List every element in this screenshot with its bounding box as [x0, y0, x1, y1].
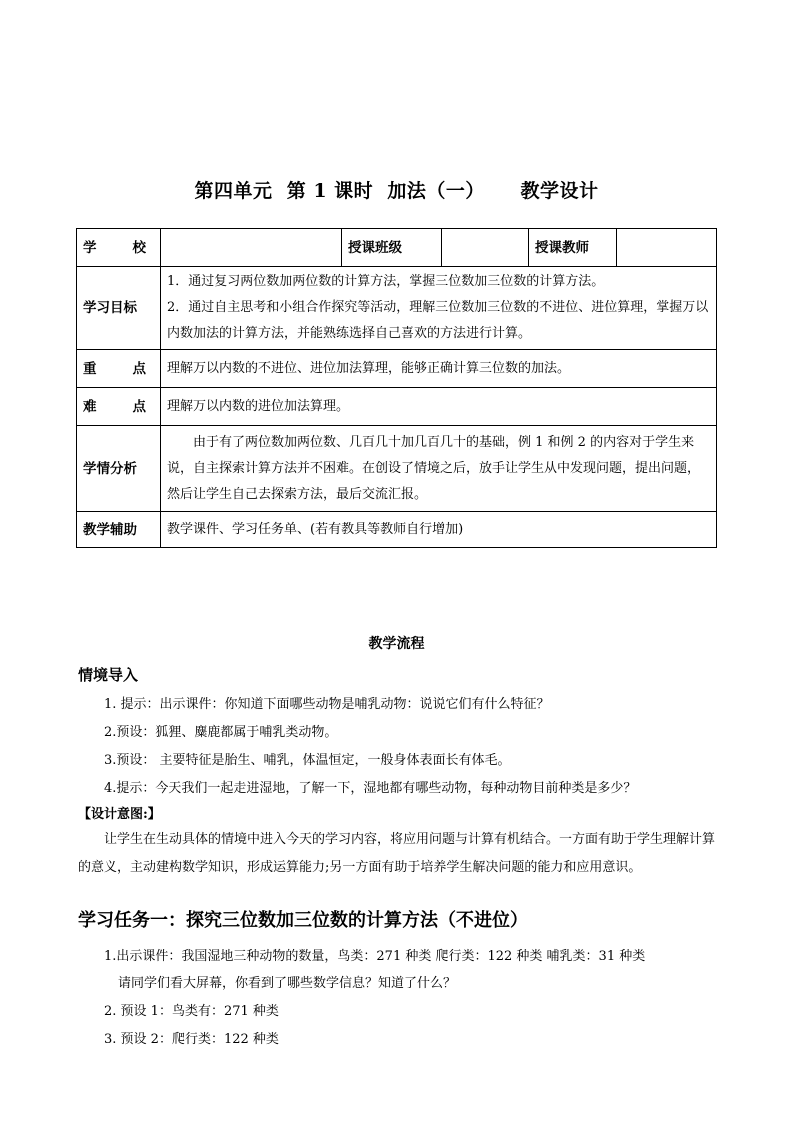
- aids-text: 教学课件、学习任务单、(若有教具等教师自行增加): [161, 512, 717, 548]
- list-item: 4.提示：今天我们一起走进湿地，了解一下，湿地都有哪些动物，每种动物目前种类是多少？: [104, 781, 637, 796]
- difficulty-label: 难 点: [77, 388, 161, 426]
- list-item: 2. 预设 1：鸟类有：271 种类: [104, 1004, 279, 1019]
- teacher-value: [617, 229, 717, 267]
- goals-cell: [161, 267, 717, 350]
- difficulty-text: 理解万以内数的进位加法算理。: [161, 388, 717, 426]
- analysis-label: 学情分析: [77, 426, 161, 512]
- table-row: [77, 512, 717, 548]
- aids-label: 教学辅助: [77, 512, 161, 548]
- table-row: [77, 350, 717, 388]
- class-label: 授课班级: [342, 229, 442, 267]
- design-intent-heading: 【设计意图:】: [78, 807, 161, 822]
- list-item: 1.出示课件：我国湿地三种动物的数量，鸟类：271 种类 爬行类：122 种类 哺乳类：31 种类: [104, 949, 646, 964]
- document-title: 第四单元 第 1 课时 加法（一） 教学设计: [194, 180, 599, 202]
- school-label: 学 校: [77, 229, 161, 267]
- goal-item: 2．通过自主思考和小组合作探究等活动，理解三位数加三位数的不进位、进位算理，掌握万以内数加法的计算方法，并能熟练选择自己喜欢的方法进行计算。: [167, 300, 709, 341]
- table-row: [77, 267, 717, 350]
- list-item: 3. 预设 2：爬行类：122 种类: [104, 1032, 279, 1047]
- table-row: [77, 388, 717, 426]
- goals-label: 学习目标: [77, 267, 161, 350]
- key-point-label: 重 点: [77, 350, 161, 388]
- analysis-text: 由于有了两位数加两位数、几百几十加几百几十的基础，例 1 和例 2 的内容对于学生来说，自主探索计算方法并不困难。在创设了情境之后，放手让学生从中发现问题，提出问题，然后让学生自己去探索方法，最后交流汇报。: [161, 426, 717, 512]
- flow-title: 教学流程: [368, 636, 425, 652]
- lesson-info-table: [76, 228, 717, 548]
- list-item: 请同学们看大屏幕，你看到了哪些数学信息？知道了什么？: [118, 976, 457, 991]
- list-item: 3.预设： 主要特征是胎生、哺乳，体温恒定，一般身体表面长有体毛。: [104, 753, 511, 768]
- intro-heading: 情境导入: [78, 666, 139, 684]
- table-row: [77, 426, 717, 512]
- table-row: [77, 229, 717, 267]
- task1-heading: 学习任务一：探究三位数加三位数的计算方法（不进位）: [78, 910, 528, 931]
- design-intent-text: 让学生在生动具体的情境中进入今天的学习内容，将应用问题与计算有机结合。一方面有助于学生理解计算的意义，主动建构数学知识，形成运算能力;另一方面有助于培养学生解决问题的能力和应用意识。: [78, 832, 716, 875]
- goal-item: 1．通过复习两位数加两位数的计算方法，掌握三位数加三位数的计算方法。: [167, 274, 605, 289]
- key-point-text: 理解万以内数的不进位、进位加法算理，能够正确计算三位数的加法。: [161, 350, 717, 388]
- school-value: [161, 229, 342, 267]
- teacher-label: 授课教师: [529, 229, 617, 267]
- list-item: 1. 提示：出示课件：你知道下面哪些动物是哺乳动物：说说它们有什么特征？: [104, 697, 550, 712]
- class-value: [442, 229, 529, 267]
- list-item: 2.预设：狐狸、麋鹿都属于哺乳类动物。: [104, 725, 338, 740]
